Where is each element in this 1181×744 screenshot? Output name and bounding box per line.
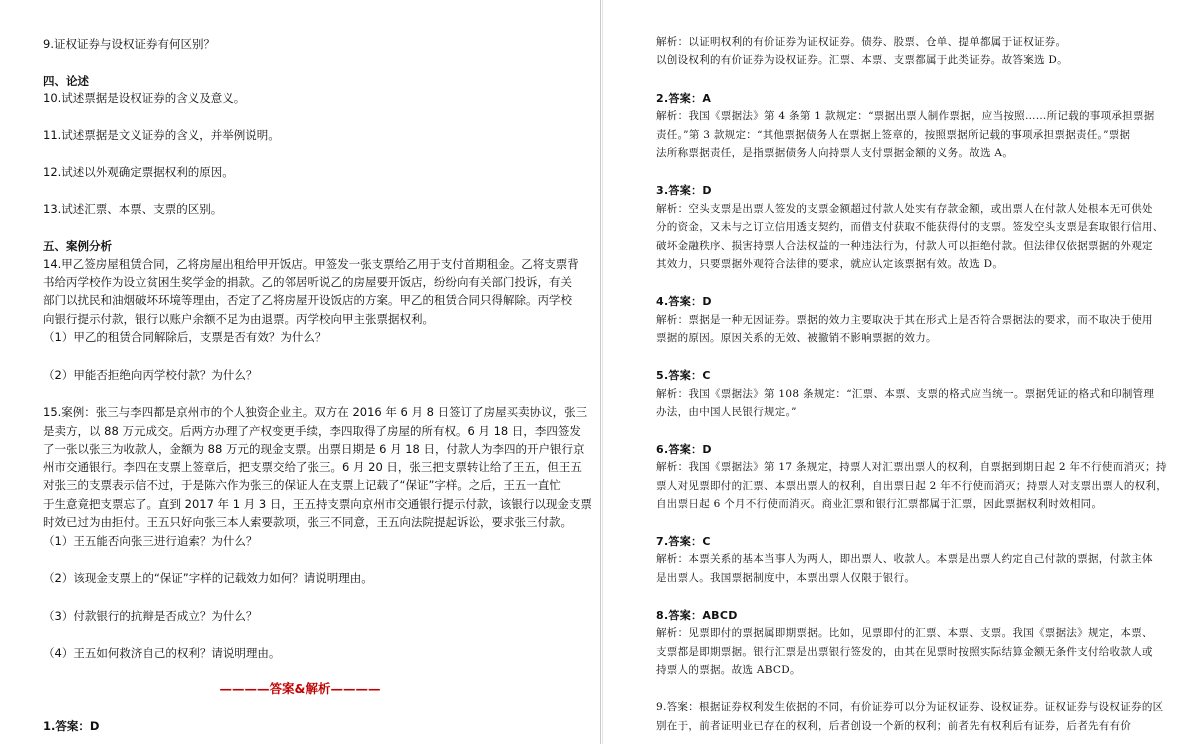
explanation-line: 解析：我国《票据法》第 4 条第 1 款规定：“票据出票人制作票据，应当按照……所记载的事项承担票据	[656, 110, 1155, 122]
answer-9-line: 别在于，前者证明业已存在的权利，后者创设一个新的权利；前者先有权利后有证券，后者先有有价	[656, 720, 1132, 732]
explanation-line: 解析：见票即付的票据属即期票据。比如，见票即付的汇票、本票、支票。我国《票据法》规定，本票、	[656, 627, 1153, 639]
explanation-line: 破坏金融秩序、损害持票人合法权益的一种违法行为，付款人可以拒绝付款。但法律仅依据票据的外观定	[656, 240, 1153, 252]
answer-1: 1.答案：D	[43, 719, 100, 733]
explanation-line: 票据的原因。原因关系的无效、被撤销不影响票据的效力。	[656, 332, 937, 344]
page-divider	[600, 0, 601, 744]
question-15-sub-2: （2）该现金支票上的“保证”字样的记载效力如何？请说明理由。	[43, 571, 373, 585]
explanation-line: 责任。”第 3 款规定：“其他票据债务人在票据上签章的，按照票据所记载的事项承担票据责任。”票据	[656, 129, 1131, 141]
question-15-line: 了一张以张三为收款人，金额为 88 万元的现金支票。出票日期是 6 月 18 日，付款人为李四的开户银行京	[43, 442, 585, 456]
answer-4: 4.答案：D	[656, 295, 712, 308]
explanation-line: 自出票日起 6 个月不行使而消灭。商业汇票和银行汇票都属于汇票，因此票据权利时效相同。	[656, 498, 1103, 510]
question-14-sub-1: （1）甲乙的租赁合同解除后，支票是否有效？为什么？	[43, 330, 327, 344]
question-14-sub-2: （2）甲能否拒绝向丙学校付款？为什么？	[43, 368, 258, 382]
question-15-line: 时效已过为由拒付。王五只好向张三本人索要款项，张三不同意，王五向法院提起诉讼，要求张三付款。	[43, 515, 572, 529]
explanation-line: 解析：我国《票据法》第 108 条规定：“汇票、本票、支票的格式应当统一。票据凭证的格式和印制管理	[656, 388, 1155, 400]
explanation-line: 持票人的票据。故选 ABCD。	[656, 664, 801, 676]
question-14-line: 部门以扰民和油烟破坏环境等理由，否定了乙将房屋开设饭店的方案。甲乙的租赁合同只得解除。丙学校	[43, 293, 572, 307]
explanation-line: 办法，由中国人民银行规定。”	[656, 406, 797, 418]
right-page	[603, 0, 1181, 744]
answer-5: 5.答案：C	[656, 369, 711, 382]
question-15-line: 是卖方，以 88 万元成交。后两方办理了产权变更手续，李四取得了房屋的所有权。6 月 18 日，李四签发	[43, 424, 581, 438]
answer-8: 8.答案：ABCD	[656, 609, 738, 622]
section-heading-case: 五、案例分析	[43, 239, 112, 253]
answer-2: 2.答案：A	[656, 92, 712, 105]
question-15-sub-1: （1）王五能否向张三进行追索？为什么？	[43, 534, 258, 548]
explanation-line: 支票都是即期票据。银行汇票是出票银行签发的，由其在见票时按照实际结算金额无条件支付给收款人或	[656, 646, 1153, 658]
question-13: 13.试述汇票、本票、支票的区别。	[43, 202, 223, 216]
question-9: 9.证权证券与设权证券有何区别？	[43, 37, 215, 51]
question-15-sub-3: （3）付款银行的抗辩是否成立？为什么？	[43, 609, 258, 623]
explanation-line: 解析：空头支票是出票人签发的支票金额超过付款人处实有存款金额，或出票人在付款人处根本无可供处	[656, 203, 1153, 215]
question-12: 12.试述以外观确定票据权利的原因。	[43, 165, 234, 179]
answer-3: 3.答案：D	[656, 184, 712, 197]
explanation-line: 其效力，只要票据外观符合法律的要求，就应认定该票据有效。故选 D。	[656, 258, 1004, 270]
question-15-line: 于生意竟把支票忘了。直到 2017 年 1 月 3 日，王五持支票向京州市交通银行提示付款，该银行以现金支票	[43, 497, 592, 511]
answer-7: 7.答案：C	[656, 535, 711, 548]
explanation-line: 解析：我国《票据法》第 17 条规定，持票人对汇票出票人的权利，自票据到期日起 2 年不行使而消灭；持	[656, 461, 1167, 473]
question-14-line: 向银行提示付款，银行以账户余额不足为由退票。丙学校向甲主张票据权利。	[43, 312, 434, 326]
explanation-line: 以创设权利的有价证券为设权证券。汇票、本票、支票都属于此类证券。故答案选 D。	[656, 54, 1068, 66]
question-15-line: 州市交通银行。李四在支票上签章后，把支票交给了张三。6 月 20 日，张三把支票转让给了王五，但王五	[43, 460, 582, 474]
answer-6: 6.答案：D	[656, 443, 712, 456]
explanation-line: 解析：以证明权利的有价证券为证权证券。债券、股票、仓单、提单都属于证权证券。	[656, 36, 1067, 48]
question-11: 11.试述票据是文义证券的含义，并举例说明。	[43, 128, 280, 142]
question-15-line: 对张三的支票表示信不过，于是陈六作为张三的保证人在支票上记载了“保证”字样。之后，王五一直忙	[43, 478, 561, 492]
answer-9-line: 9.答案：根据证券权利发生依据的不同，有价证券可以分为证权证券、设权证券。证权证券与设权证券的区	[656, 701, 1164, 713]
explanation-line: 是出票人。我国票据制度中，本票出票人仅限于银行。	[656, 572, 916, 584]
explanation-line: 解析：本票关系的基本当事人为两人，即出票人、收款人。本票是出票人约定自己付款的票据，付款主体	[656, 553, 1153, 565]
explanation-line: 分的资金，又未与之订立信用透支契约，而借支付获取不能获得付的支票。签发空头支票是套取银行信用、	[656, 221, 1164, 233]
question-10: 10.试述票据是设权证券的含义及意义。	[43, 91, 246, 105]
question-15-line: 15.案例：张三与李四都是京州市的个人独资企业主。双方在 2016 年 6 月 8 日签订了房屋买卖协议，张三	[43, 405, 588, 419]
explanation-line: 解析：票据是一种无因证券。票据的效力主要取决于其在形式上是否符合票据法的要求，而不取决于使用	[656, 314, 1153, 326]
answer-section-title: ————答案&解析————	[219, 681, 381, 696]
question-14-line: 14.甲乙签房屋租赁合同，乙将房屋出租给甲开饭店。甲签发一张支票给乙用于支付首期租金。乙将支票背	[43, 257, 579, 271]
explanation-line: 票人对见票即付的汇票、本票出票人的权利，自出票日起 2 年不行使而消灭；持票人对支票出票人的权利，	[656, 480, 1168, 492]
section-heading-essay: 四、论述	[43, 74, 89, 88]
question-15-sub-4: （4）王五如何救济自己的权利？请说明理由。	[43, 646, 281, 660]
explanation-line: 法所称票据责任，是指票据债务人向持票人支付票据金额的义务。故选 A。	[656, 147, 1014, 159]
question-14-line: 书给丙学校作为设立贫困生奖学金的捐款。乙的邻居听说乙的房屋要开饭店，纷纷向有关部门投诉，有关	[43, 275, 572, 289]
